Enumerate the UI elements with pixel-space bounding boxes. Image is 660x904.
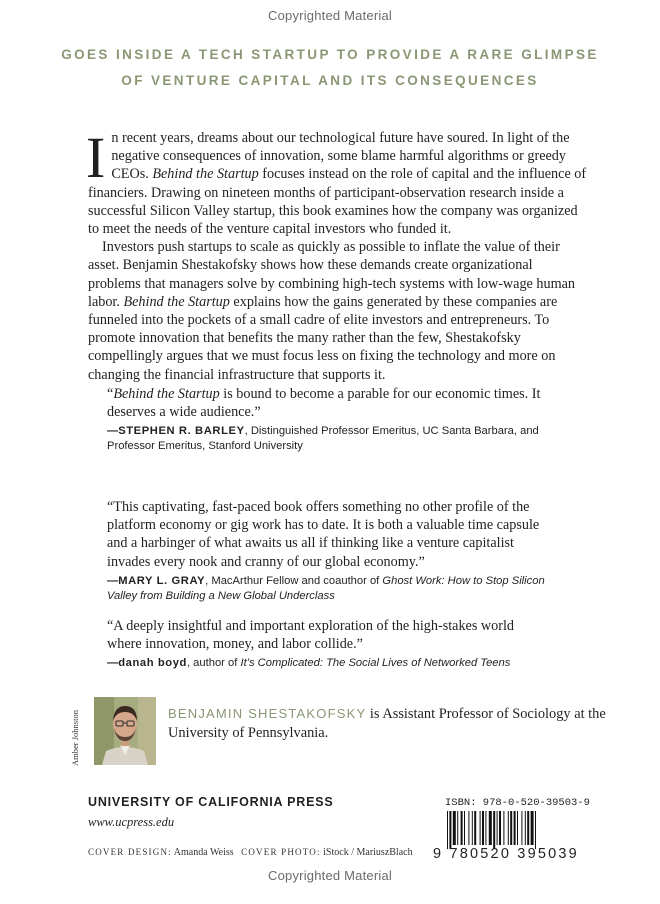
barcode-bar [510,811,512,845]
barcode-bar [499,811,501,845]
barcode-bar [468,811,469,845]
headline-line-2: OF VENTURE CAPITAL AND ITS CONSEQUENCES [121,73,539,88]
isbn-label: ISBN: 978-0-520-39503-9 [445,797,590,809]
barcode-bar [464,811,465,845]
description-paragraph-1 [86,125,588,238]
barcode-bar [485,811,486,845]
cover-photo-value: iStock / MariuszBlach [320,847,413,858]
blurb-quote [107,385,547,421]
blurb-text: is bound to become a parable for our economic times. It deserves a wide audience.” [107,386,541,421]
photo-credit: Amber Johnston [70,710,80,766]
blurb-attribution [107,656,547,671]
endorser-book-title: Ghost Work: How to Stop Silicon Valley from Building a New Global Underclass [107,574,545,602]
watermark-bottom: Copyrighted Material [268,868,392,883]
barcode-icon [445,811,571,849]
blurb-boyd [107,617,547,671]
description-p2-text-b: explains how the gains generated by these companies are funneled into the pockets of a small cadre of elite investors and entrepreneurs. To promote innovation that benefits the many rather than the few, Shestakofsky compellingly argues that we must focus less on fixing the technology and more on changing the financial infrastructure that supports it. [88,293,558,383]
cover-photo-label: COVER PHOTO: [241,847,321,857]
publisher-name: UNIVERSITY OF CALIFORNIA PRESS [88,795,334,809]
endorser-book-title: It’s Complicated: The Social Lives of Networked Teens [240,657,511,670]
endorser-affiliation: , Distinguished Professor Emeritus, UC Santa Barbara, and Professor Emeritus, Stanford University [107,425,539,453]
author-name: BENJAMIN SHESTAKOFSKY [168,706,367,721]
barcode-bar [457,811,458,845]
blurb-quote: “A deeply insightful and important exploration of the high-stakes world where innovation, money, and labor collide.” [107,618,515,653]
watermark-top: Copyrighted Material [268,8,392,23]
barcode-bar [503,811,504,845]
description-paragraph-2 [88,238,588,384]
barcode-bar [474,811,476,845]
blurb-quote: “This captivating, fast-paced book offers something no other profile of the platform economy or gig work has to date. It is both a valuable time capsule and a harbinger of what awaits us all if thinking like a venture capitalist invades every nook and cranny of our global economy.” [107,499,540,570]
em-dash: — [107,425,119,438]
blurb-barley [107,385,547,454]
cover-credits [88,847,413,858]
barcode-bar [453,811,456,845]
barcode-bar [493,811,495,849]
book-title: Behind the Startup [123,293,230,310]
cover-design-value: Amanda Weiss [171,847,234,858]
barcode-bar [521,811,522,845]
description-p1-text-b: focuses instead on the role of capital and the influence of financiers. Drawing on nineteen months of participant-observation research inside a successful Silicon Valley startup, this book examines how the company was organized to meet the needs of the venture capital investors who funded it. [88,166,587,238]
barcode-bar [472,811,473,845]
barcode-bar [525,811,526,845]
barcode-digits: 9 780520 395039 [433,846,579,862]
barcode-bar [449,811,451,849]
endorser-name: MARY L. GRAY [118,574,206,587]
barcode-bar [489,811,492,845]
description-p1-text-a: n recent years, dreams about our technological future have soured. In light of the negative consequences of innovation, some blame harmful algorithms or greedy CEOs. [111,130,570,183]
em-dash: — [107,657,119,670]
barcode-bar [535,811,536,849]
barcode-bar [527,811,529,845]
author-portrait-image [94,697,156,765]
endorser-affiliation: , MacArthur Fellow and coauthor of [205,574,383,587]
em-dash: — [107,574,119,587]
endorser-affiliation: , author of [186,657,241,670]
barcode-bar [447,811,448,849]
blurb-attribution [107,424,547,454]
open-quote: “ [107,386,114,402]
cover-design-label: COVER DESIGN: [88,847,172,857]
description-p2-text-a: Investors push startups to scale as quickly as possible to inflate the value of their asset. Benjamin Shestakofsky shows how these demands create organizational problems that managers solve by combining high-tech systems with low-wage human labor. [88,239,576,310]
drop-cap: I [86,125,106,190]
author-bio-text: is Assistant Professor of Sociology at the University of Pennsylvania. [168,706,606,741]
book-title: Behind the Startup [152,166,259,183]
barcode-bar [482,811,484,845]
publisher-url: www.ucpress.edu [88,815,175,829]
blurb-attribution [107,574,547,604]
book-title: Behind the Startup [113,386,220,402]
barcode-bar [480,811,481,845]
blurb-gray [107,498,547,604]
barcode-bar [497,811,498,845]
endorser-name: STEPHEN R. BARLEY [118,425,245,438]
book-description [86,125,588,384]
author-bio [168,704,608,743]
barcode-bar [531,811,534,845]
headline-line-1: GOES INSIDE A TECH STARTUP TO PROVIDE A RARE GLIMPSE [61,47,599,62]
barcode-bar [508,811,509,845]
barcode-bar [461,811,463,845]
barcode-bar [514,811,516,845]
barcode-bar [517,811,518,845]
author-photo [94,697,156,765]
endorser-name: danah boyd [118,657,187,670]
